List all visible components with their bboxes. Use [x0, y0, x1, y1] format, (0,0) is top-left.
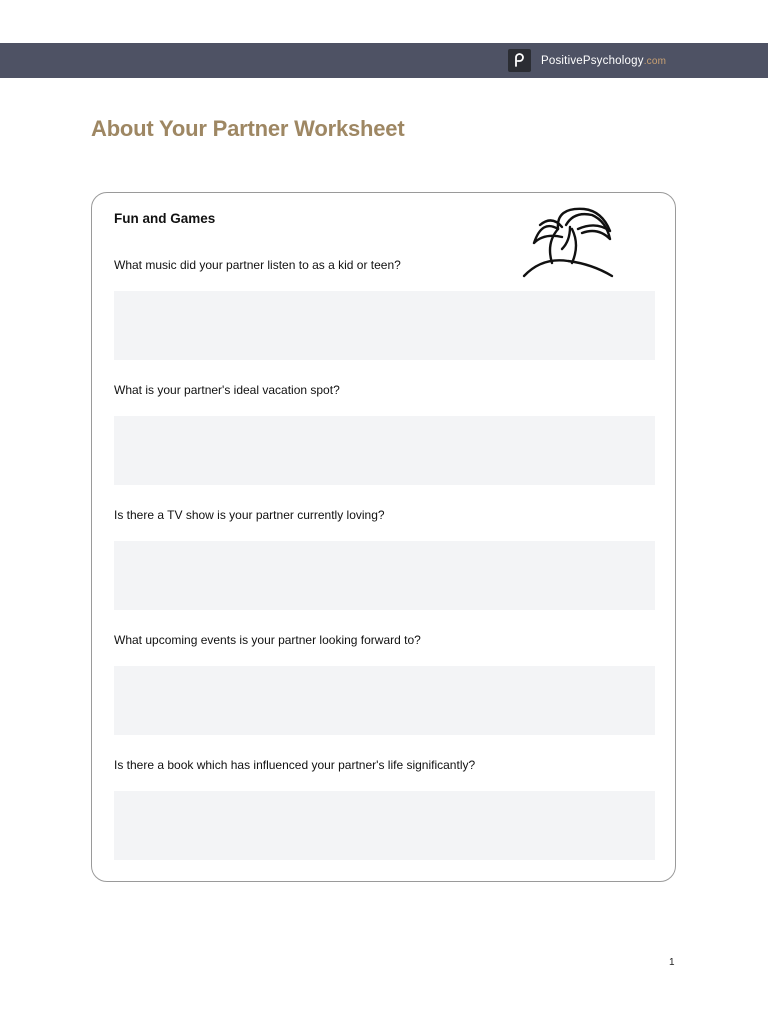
brand-suffix: .com: [643, 55, 667, 67]
worksheet-card: [91, 192, 676, 882]
brand[interactable]: [508, 49, 666, 72]
question-2: What is your partner's ideal vacation spot?: [114, 383, 340, 397]
palm-tree-island-icon: [522, 203, 616, 283]
section-title: Fun and Games: [114, 211, 216, 226]
question-1: What music did your partner listen to as a kid or teen?: [114, 258, 401, 272]
answer-box-4[interactable]: [114, 666, 655, 735]
answer-box-1[interactable]: [114, 291, 655, 360]
question-3: Is there a TV show is your partner currently loving?: [114, 508, 385, 522]
question-5: Is there a book which has influenced your partner's life significantly?: [114, 758, 476, 772]
question-4: What upcoming events is your partner looking forward to?: [114, 633, 421, 647]
answer-box-2[interactable]: [114, 416, 655, 485]
header-bar: [0, 43, 768, 78]
brand-name: PositivePsychology.com: [541, 54, 667, 67]
page-number: 1: [669, 957, 675, 968]
positive-psychology-logo-icon: [508, 49, 531, 72]
answer-box-5[interactable]: [114, 791, 655, 860]
answer-box-3[interactable]: [114, 541, 655, 610]
page-title: About Your Partner Worksheet: [91, 116, 405, 141]
